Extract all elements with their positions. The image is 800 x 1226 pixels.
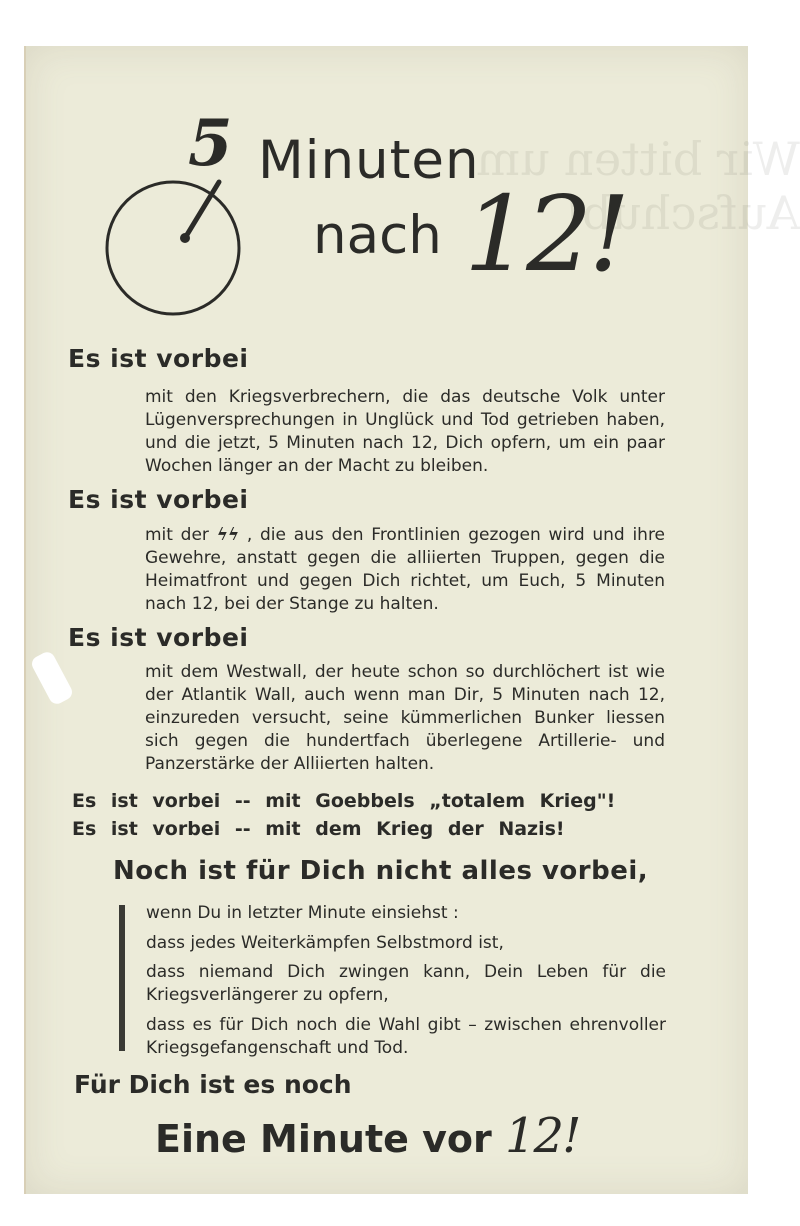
section-2-text-prefix: mit der [145,525,209,545]
header-line-minuten: Minuten [258,130,480,191]
footer-line-2-text: Eine Minute vor [155,1117,492,1161]
show-through-text: Wir bitten um Aufschub! [476,132,800,240]
header-big-digit: 5 [188,106,233,181]
footer-line-1: Für Dich ist es noch [74,1070,352,1099]
short-line-goebbels: Es ist vorbei -- mit Goebbels „totalem Krieg"! [72,790,616,812]
section-2-text-body: , die aus den Frontlinien gezogen wird und ihre Gewehre, anstatt gegen die alliierten Truppen, gegen die Heimatfront und gegen Dich richtet, um Euch, 5 Minuten nach 12, bei der Stange zu halten. [145,525,666,614]
footer-line-2 [155,1108,579,1164]
section-2-heading: Es ist vorbei [68,485,249,514]
condition-item-1: dass jedes Weiterkämpfen Selbstmord ist, [146,933,504,953]
clock-icon [103,178,243,318]
section-1-heading: Es ist vorbei [68,344,249,373]
condition-item-3: dass es für Dich noch die Wahl gibt – zwischen ehrenvoller Kriegsgefangenschaft und Tod. [146,1015,666,1058]
conditions-bar [119,905,125,1051]
section-2-text [145,524,665,616]
condition-item-2: dass niemand Dich zwingen kann, Dein Leben für die Kriegsverlängerer zu opfern, [146,962,666,1005]
section-3-text: mit dem Westwall, der heute schon so durchlöchert ist wie der Atlantik Wall, auch wenn man Dir, 5 Minuten nach 12, einzureden versucht, seine kümmerlichen Bunker liessen sich gegen die hundertfach überlegene Artillerie- und Panzerstärke der Alliierten halten. [145,662,665,774]
footer-big-number: 12! [505,1108,580,1164]
header-line-nach: nach [313,205,442,266]
condition-intro: wenn Du in letzter Minute einsiehst : [146,903,459,923]
noch-heading: Noch ist für Dich nicht alles vorbei, [113,856,649,886]
section-3-heading: Es ist vorbei [68,623,249,652]
header-big-number: 12! [464,173,627,295]
section-1-text: mit den Kriegsverbrechern, die das deutsche Volk unter Lügenversprechungen in Unglück und Tod getrieben haben, und die jetzt, 5 Minuten nach 12, Dich opfern, um ein paar Wochen länger an der Macht zu bleiben. [145,387,665,476]
short-line-nazis: Es ist vorbei -- mit dem Krieg der Nazis! [72,818,565,840]
ss-rune-symbol: ϟϟ [216,525,240,545]
